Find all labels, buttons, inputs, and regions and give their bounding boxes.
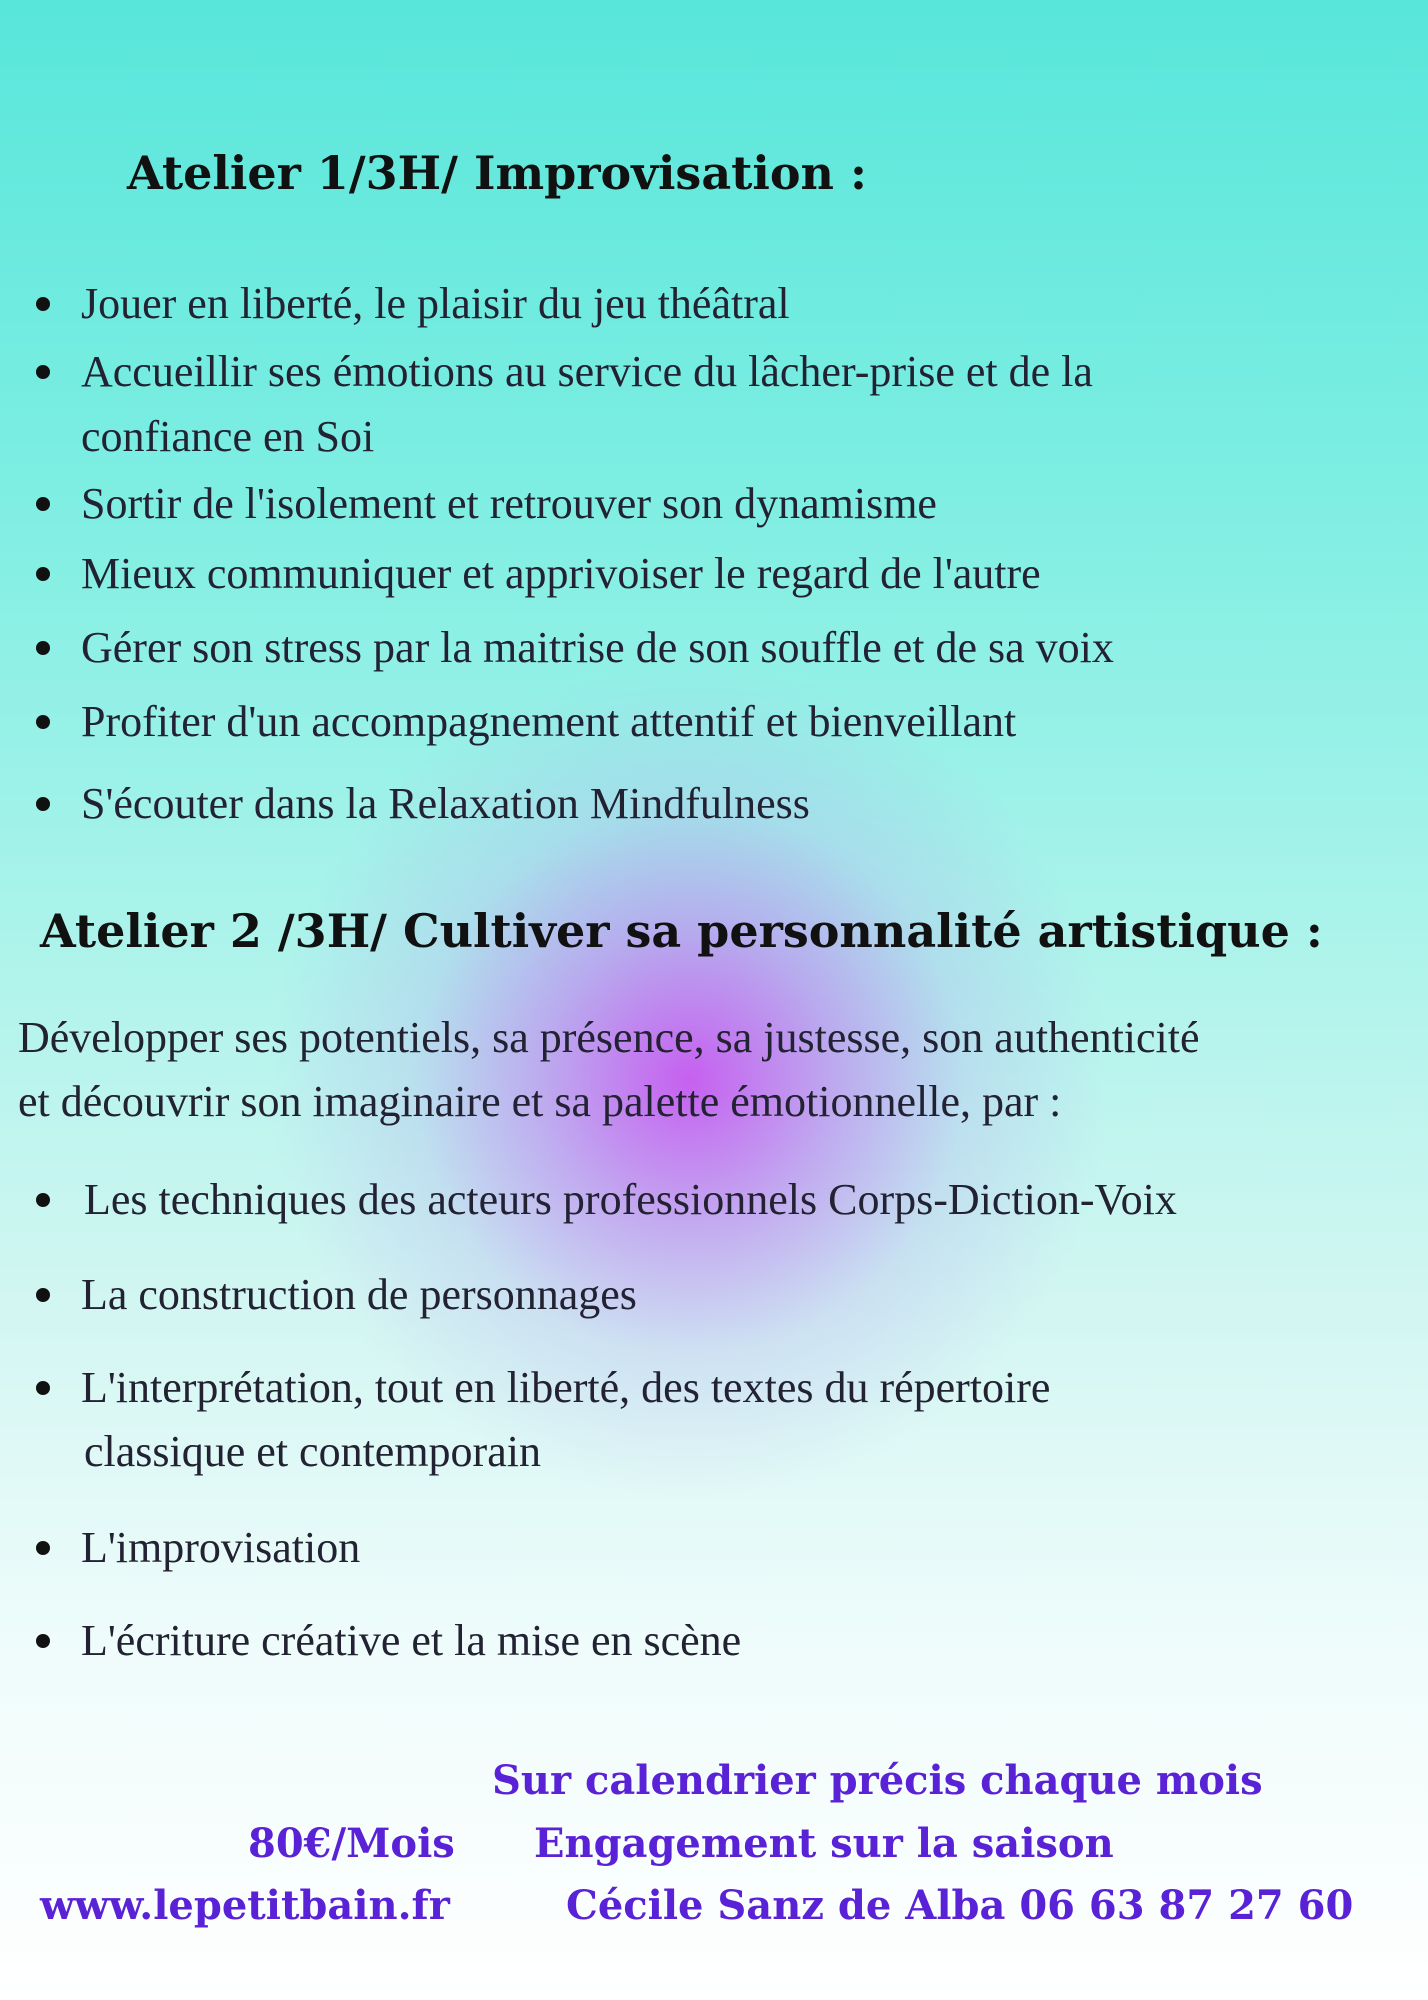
workshop2-intro-line2: et découvrir son imaginaire et sa palette émotionnelle, par :	[18, 1077, 1062, 1126]
workshop1-title: Atelier 1/3H/ Improvisation :	[127, 146, 867, 200]
bullet-icon	[36, 797, 50, 811]
bullet-icon	[36, 567, 50, 581]
bullet-icon	[36, 1193, 50, 1207]
bullet-icon	[36, 1288, 50, 1302]
bullet-icon	[36, 1541, 50, 1555]
bullet-icon	[36, 641, 50, 655]
footer-price: 80€/Mois	[248, 1820, 455, 1867]
bullet-icon	[36, 715, 50, 729]
footer-website[interactable]: www.lepetitbain.fr	[40, 1882, 450, 1929]
workshop2-title: Atelier 2 /3H/ Cultiver sa personnalité artistique :	[40, 904, 1323, 958]
footer-contact: Cécile Sanz de Alba 06 63 87 27 60	[566, 1882, 1354, 1929]
bullet-icon	[36, 365, 50, 379]
footer-commitment: Engagement sur la saison	[534, 1820, 1114, 1867]
bullet-icon	[36, 297, 50, 311]
footer-schedule: Sur calendrier précis chaque mois	[492, 1757, 1263, 1804]
bullet-icon	[36, 1381, 50, 1395]
bullet-icon	[36, 1634, 50, 1648]
bullet-icon	[36, 497, 50, 511]
workshop2-intro-line1: Développer ses potentiels, sa présence, sa justesse, son authenticité	[18, 1013, 1200, 1062]
